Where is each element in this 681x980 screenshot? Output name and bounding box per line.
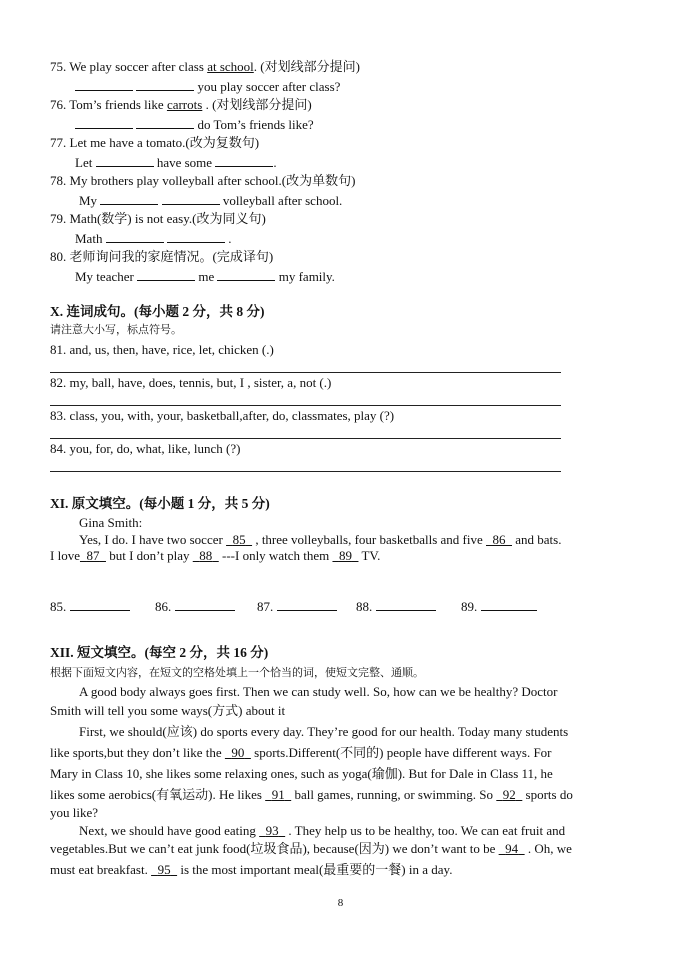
passage-p2-line-5: you like? (50, 805, 99, 820)
answer-line-81 (50, 372, 561, 373)
passage-p2-line-3: Mary in Class 10, she likes some relaxing ones, such as yoga(瑜伽). But for Dale in Class 11, he (50, 766, 553, 781)
answer-80: My teacher me my family. (75, 269, 335, 284)
answer-line-83 (50, 438, 561, 439)
question-77: 77. Let me have a tomato.(改为复数句) (50, 135, 260, 150)
passage-xi-line-2: I love 87 but I don’t play 88 ---I only watch them 89 TV. (50, 548, 381, 563)
section-xii-note: 根据下面短文内容，在短文的空格处填上一个恰当的词，使短文完整、通顺。 (50, 666, 424, 679)
answer-87: 87. (257, 598, 337, 615)
passage-p3-line-3: must eat breakfast. 95 is the most important meal(最重要的一餐) in a day. (50, 862, 453, 877)
answer-75: you play soccer after class? (75, 78, 340, 95)
question-75: 75. We play soccer after class at school. (对划线部分提问) (50, 59, 360, 74)
sentence-84: 84. you, for, do, what, like, lunch (?) (50, 441, 241, 456)
passage-p2-line-1: First, we should(应该) do sports every day. They’re good for our health. Today many students (79, 724, 569, 739)
question-80: 80. 老师询问我的家庭情况。(完成译句) (50, 249, 274, 264)
answer-89: 89. (461, 598, 537, 615)
sentence-82: 82. my, ball, have, does, tennis, but, I , sister, a, not (.) (50, 375, 332, 390)
passage-p3-line-1: Next, we should have good eating 93 . They help us to be healthy, too. We can eat fruit and (79, 823, 566, 838)
sentence-81: 81. and, us, then, have, rice, let, chicken (.) (50, 342, 274, 357)
passage-p1-line-1: A good body always goes first. Then we can study well. So, how can we be healthy? Doctor (79, 684, 558, 699)
section-x-note: 请注意大小写，标点符号。 (50, 323, 182, 336)
passage-xi-line-1: Yes, I do. I have two soccer 85 , three volleyballs, four basketballs and five 86 and bats. (79, 532, 562, 547)
passage-p2-line-4: likes some aerobics(有氧运动). He likes 91 ball games, running, or swimming. So 92 sports do (50, 787, 573, 802)
passage-p2-line-2: like sports,but they don’t like the 90 sports.Different(不同的) people have different ways. For (50, 745, 552, 760)
speaker-name: Gina Smith: (79, 515, 143, 530)
answer-85: 85. (50, 598, 130, 615)
passage-p3-line-2: vegetables.But we can’t eat junk food(垃圾食品), because(因为) we don’t want to be 94 . Oh, we (50, 841, 572, 856)
section-x-title: X. 连词成句。(每小题 2 分，共 8 分) (50, 304, 265, 319)
passage-p1-line-2: Smith will tell you some ways(方式) about it (50, 703, 286, 718)
section-xii-title: XII. 短文填空。(每空 2 分，共 16 分) (50, 645, 269, 660)
section-xi-title: XI. 原文填空。(每小题 1 分，共 5 分) (50, 496, 270, 511)
question-76: 76. Tom’s friends like carrots . (对划线部分提问) (50, 97, 312, 112)
answer-line-84 (50, 471, 561, 472)
answer-79: Math . (75, 231, 232, 246)
answer-78: My volleyball after school. (79, 193, 343, 208)
answer-77: Let have some . (75, 155, 277, 170)
question-79: 79. Math(数学) is not easy.(改为同义句) (50, 211, 266, 226)
sentence-83: 83. class, you, with, your, basketball,after, do, classmates, play (?) (50, 408, 395, 423)
answer-line-82 (50, 405, 561, 406)
answer-86: 86. (155, 598, 235, 615)
question-78: 78. My brothers play volleyball after school.(改为单数句) (50, 173, 356, 188)
page-number: 8 (337, 897, 344, 909)
answer-76: do Tom’s friends like? (75, 116, 314, 133)
answer-88: 88. (356, 598, 436, 615)
